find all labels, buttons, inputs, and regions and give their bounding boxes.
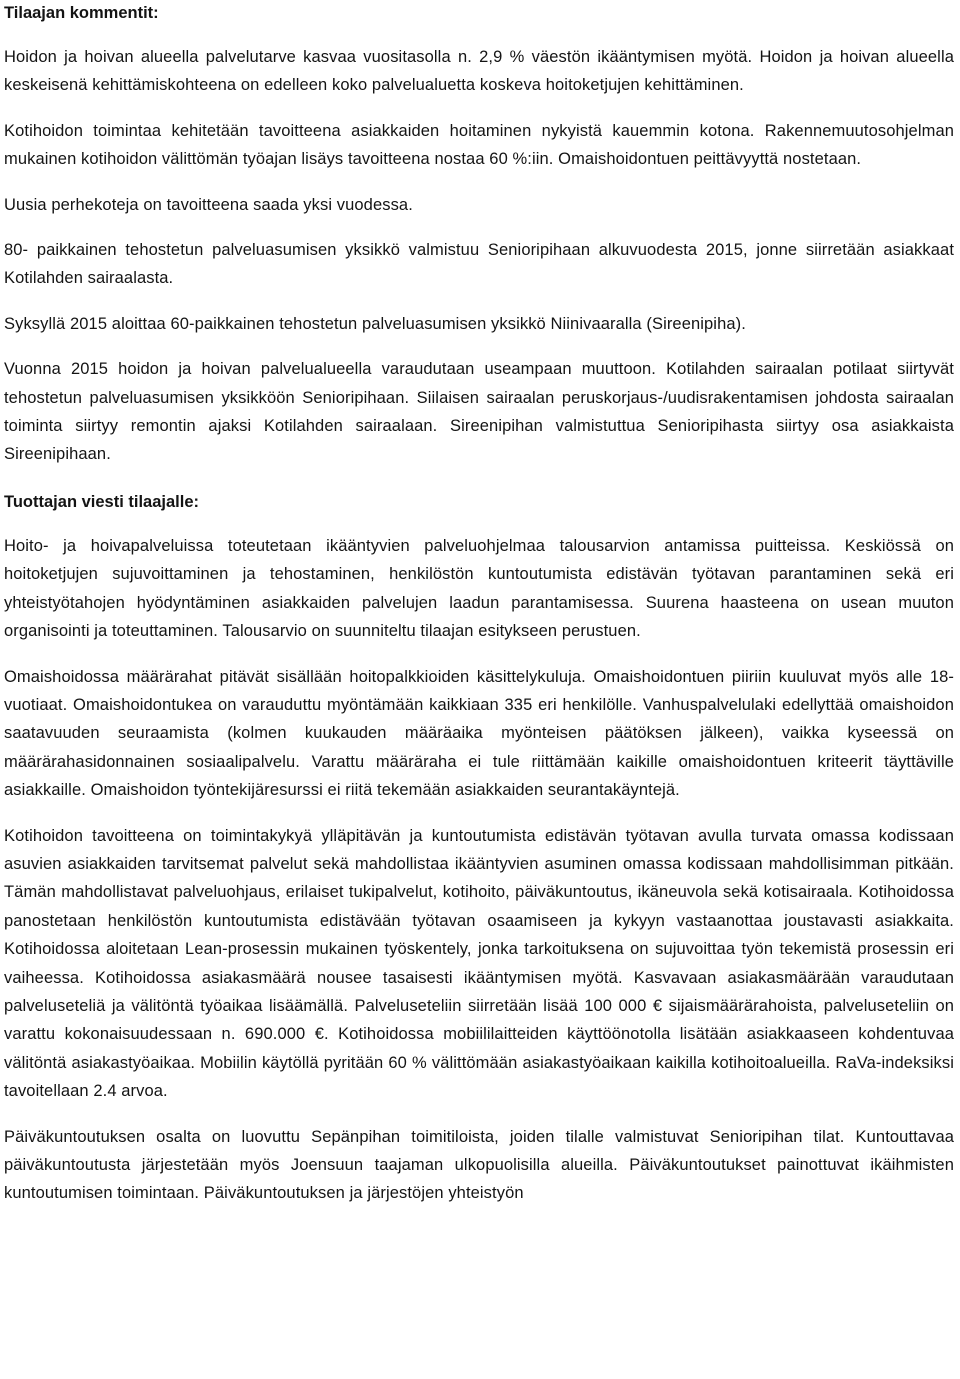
paragraph: Hoito- ja hoivapalveluissa toteutetaan ikääntyvien palveluohjelmaa talousarvion antamissa puitteissa. Keskiössä on hoitoketjujen sujuvoittaminen ja tehostaminen, henkilöstön kuntoutumista edistävän työtavan parantaminen sekä eri yhteistyötahojen hyödyntäminen asiakkaiden palvelujen laadun parantamisessa. Suurena haasteena on usean muuton organisointi ja toteuttaminen. Talousarvio on suunniteltu tilaajan esitykseen perustuen. bbox=[4, 536, 954, 641]
section-heading-tilaajan-kommentit: Tilaajan kommentit: bbox=[4, 4, 159, 22]
document-page bbox=[4, 0, 954, 1208]
paragraph: Kotihoidon toimintaa kehitetään tavoitteena asiakkaiden hoitaminen nykyistä kauemmin kotona. Rakennemuutosohjelman mukainen kotihoidon välittömän työajan lisäys tavoitteena nostaa 60 %:iin. Omaishoidontuen peittävyyttä nostetaan. bbox=[4, 121, 954, 169]
paragraph: Uusia perhekoteja on tavoitteena saada yksi vuodessa. bbox=[4, 195, 413, 214]
paragraph: Vuonna 2015 hoidon ja hoivan palvelualueella varaudutaan useampaan muuttoon. Kotilahden sairaalan potilaat siirtyvät tehostetun palveluasumisen yksikköön Senioripihaan. Siilaisen sairaalan peruskorjaus-/uudisrakentamisen johdosta sairaalan toiminta siirtyy remontin ajaksi Kotilahden sairaalaan. Sireenipihan valmistuttua Senioripihasta siirtyy osa asiakkaista Sireenipihaan. bbox=[4, 360, 954, 464]
paragraph: Kotihoidon tavoitteena on toimintakykyä ylläpitävän ja kuntoutumista edistävän työtavan avulla turvata omassa kodissaan asuvien asiakkaiden tarvitsemat palvelut sekä mahdollistaa ikääntyvien asuminen omassa kodissaan mahdollisimman pitkään. Tämän mahdollistavat palveluohjaus, erilaiset tukipalvelut, kotihoito, päiväkuntoutus, ikäneuvola sekä kotisairaala. Kotihoidossa panostetaan henkilöstön kuntoutumista edistävään työtavan osaamiseen ja kykyyn vastaanottaa joustavasti asiakkaita. Kotihoidossa aloitetaan Lean-prosessin mukainen työskentely, jonka tarkoituksena on sujuvoittaa työn tekemistä prosessin eri vaiheessa. Kotihoidossa asiakasmäärä nousee tasaisesti ikääntymisen myötä. Kasvavaan asiakasmäärään varaudutaan palveluseteliä ja välitöntä työaikaa lisäämällä. Palveluseteliin siirretään lisää 100 000 € sijaismäärärahoista, palveluseteliin on varattu kokonaisuudessaan n. 690.000 €. Kotihoidossa mobiililaitteiden käyttöönotolla lisätään asiakkaaseen kohdentuvaa välitöntä asiakastyöaikaa. Mobiilin käytöllä pyritään 60 % välittömään asiakastyöaikaan kaikilla kotihoitoalueilla. RaVa-indeksiksi tavoitellaan 2.4 arvoa. bbox=[4, 826, 954, 1101]
section-heading-tuottajan-viesti: Tuottajan viesti tilaajalle: bbox=[4, 492, 199, 511]
paragraph: Omaishoidossa määrärahat pitävät sisällään hoitopalkkioiden käsittelykuluja. Omaishoidontuen piiriin kuuluvat myös alle 18-vuotiaat. Omaishoidontukea on varauduttu myöntämään kaikkiaan 335 eri henkilölle. Vanhuspalvelulaki edellyttää omaishoidon saatavuuden seuraamista (kolmen kuukauden määräaika myönteisen päätöksen jälkeen), vaikka kyseessä on määrärahasidonnainen sosiaalipalvelu. Varattu määräraha ei tule riittämään kaikille omaishoidontuen kriteerit täyttäville asiakkaille. Omaishoidon työntekijäresurssi ei riitä tekemään asiakkaiden seurantakäyntejä. bbox=[4, 667, 954, 800]
paragraph: Päiväkuntoutuksen osalta on luovuttu Sepänpihan toimitiloista, joiden tilalle valmistuvat Senioripihan tilat. Kuntouttavaa päiväkuntoutusta järjestetään myös Joensuun taajaman ulkopuolisilla alueilla. Päiväkuntoutukset painottuvat ikäihmisten kuntoutumisen toimintaan. Päiväkuntoutuksen ja järjestöjen yhteistyön bbox=[4, 1127, 954, 1203]
tilaajan-kommentit-section bbox=[4, 0, 954, 469]
paragraph: Syksyllä 2015 aloittaa 60-paikkainen tehostetun palveluasumisen yksikkö Niinivaaralla (Sireenipiha). bbox=[4, 314, 746, 333]
tuottajan-viesti-section bbox=[4, 489, 954, 1208]
paragraph: Hoidon ja hoivan alueella palvelutarve kasvaa vuositasolla n. 2,9 % väestön ikääntymisen myötä. Hoidon ja hoivan alueella keskeisenä kehittämiskohteena on edelleen koko palvelualuetta koskeva hoitoketjujen kehittäminen. bbox=[4, 48, 954, 95]
paragraph: 80- paikkainen tehostetun palveluasumisen yksikkö valmistuu Senioripihaan alkuvuodesta 2015, jonne siirretään asiakkaat Kotilahden sairaalasta. bbox=[4, 241, 954, 288]
